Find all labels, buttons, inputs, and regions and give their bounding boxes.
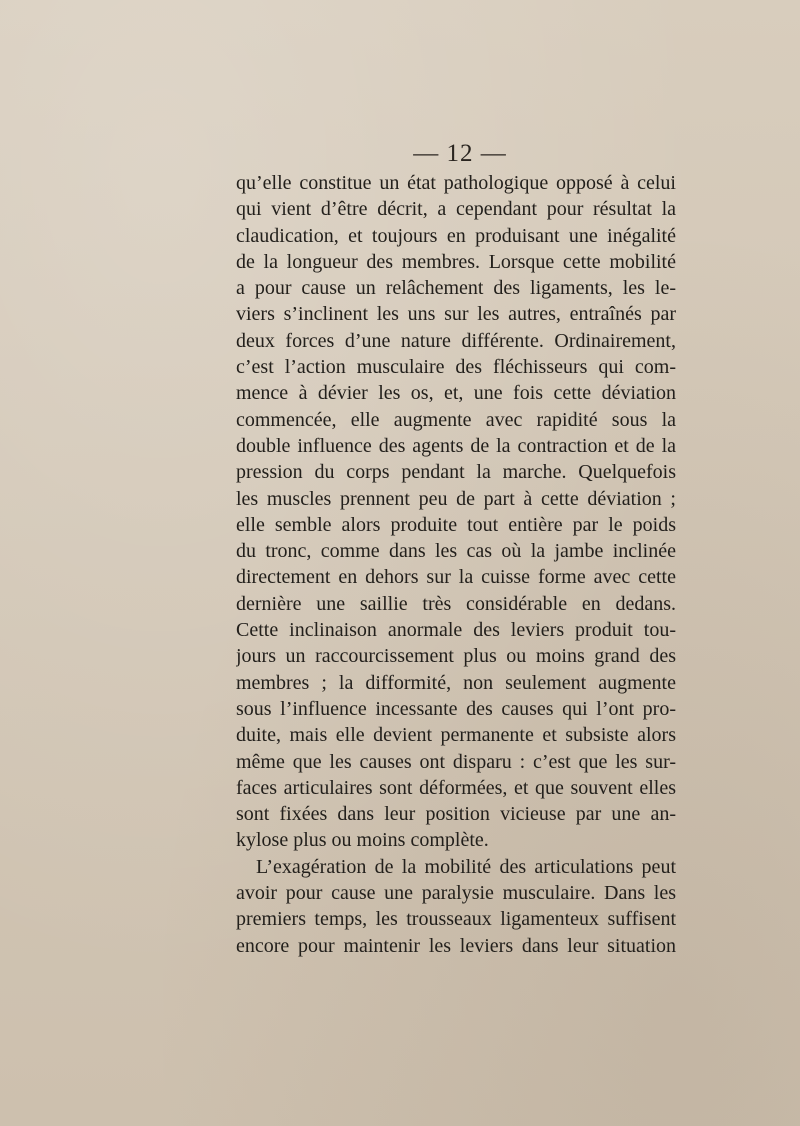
text-line: les muscles prennent peu de part à cette déviation ; [236,487,676,510]
text-line: elle semble alors produite tout entière par le poids [236,513,676,536]
text-line: duite, mais elle devient permanente et subsiste alors [236,724,676,747]
text-line: sont fixées dans leur position vicieuse par une an- [236,803,676,826]
text-line: viers s’inclinent les uns sur les autres, entraînés par [236,303,676,326]
text-line: jours un raccourcissement plus ou moins grand des [236,645,676,668]
text-line: pression du corps pendant la marche. Quelquefois [236,461,676,484]
text-line: même que les causes ont disparu : c’est que les sur- [236,750,676,773]
text-line: directement en dehors sur la cuisse forme avec cette [236,566,676,589]
text-line: premiers temps, les trousseaux ligamenteux suffisent [236,908,676,931]
text-line: membres ; la difformité, non seulement augmente [236,671,676,694]
text-line: double influence des agents de la contraction et de la [236,434,676,457]
text-line: commencée, elle augmente avec rapidité sous la [236,408,676,431]
text-line: de la longueur des membres. Lorsque cette mobilité [236,250,676,273]
text-line: dernière une saillie très considérable en dedans. [236,592,676,615]
text-line: a pour cause un relâchement des ligaments, les le- [236,277,676,300]
text-line: L’exagération de la mobilité des articulations peut [256,855,676,878]
body-text [236,170,676,959]
text-line: c’est l’action musculaire des fléchisseurs qui com- [236,356,676,379]
text-line: encore pour maintenir les leviers dans leur situation [236,934,676,957]
text-line: qu’elle constitue un état pathologique opposé à celui [236,172,676,194]
text-line: Cette inclinaison anormale des leviers produit tou- [236,619,676,642]
text-line: avoir pour cause une paralysie musculaire. Dans les [236,882,676,905]
text-line: kylose plus ou moins complète. [236,829,489,852]
text-line: mence à dévier les os, et, une fois cette déviation [236,382,676,405]
text-line: du tronc, comme dans les cas où la jambe inclinée [236,540,676,563]
text-line: deux forces d’une nature différente. Ordinairement, [236,329,676,352]
page-number: — 12 — [413,140,507,167]
text-line: qui vient d’être décrit, a cependant pour résultat la [236,198,676,221]
text-line: claudication, et toujours en produisant une inégalité [236,224,676,247]
text-line: sous l’influence incessante des causes qui l’ont pro- [236,697,676,720]
text-line: faces articulaires sont déformées, et que souvent elles [236,776,676,799]
